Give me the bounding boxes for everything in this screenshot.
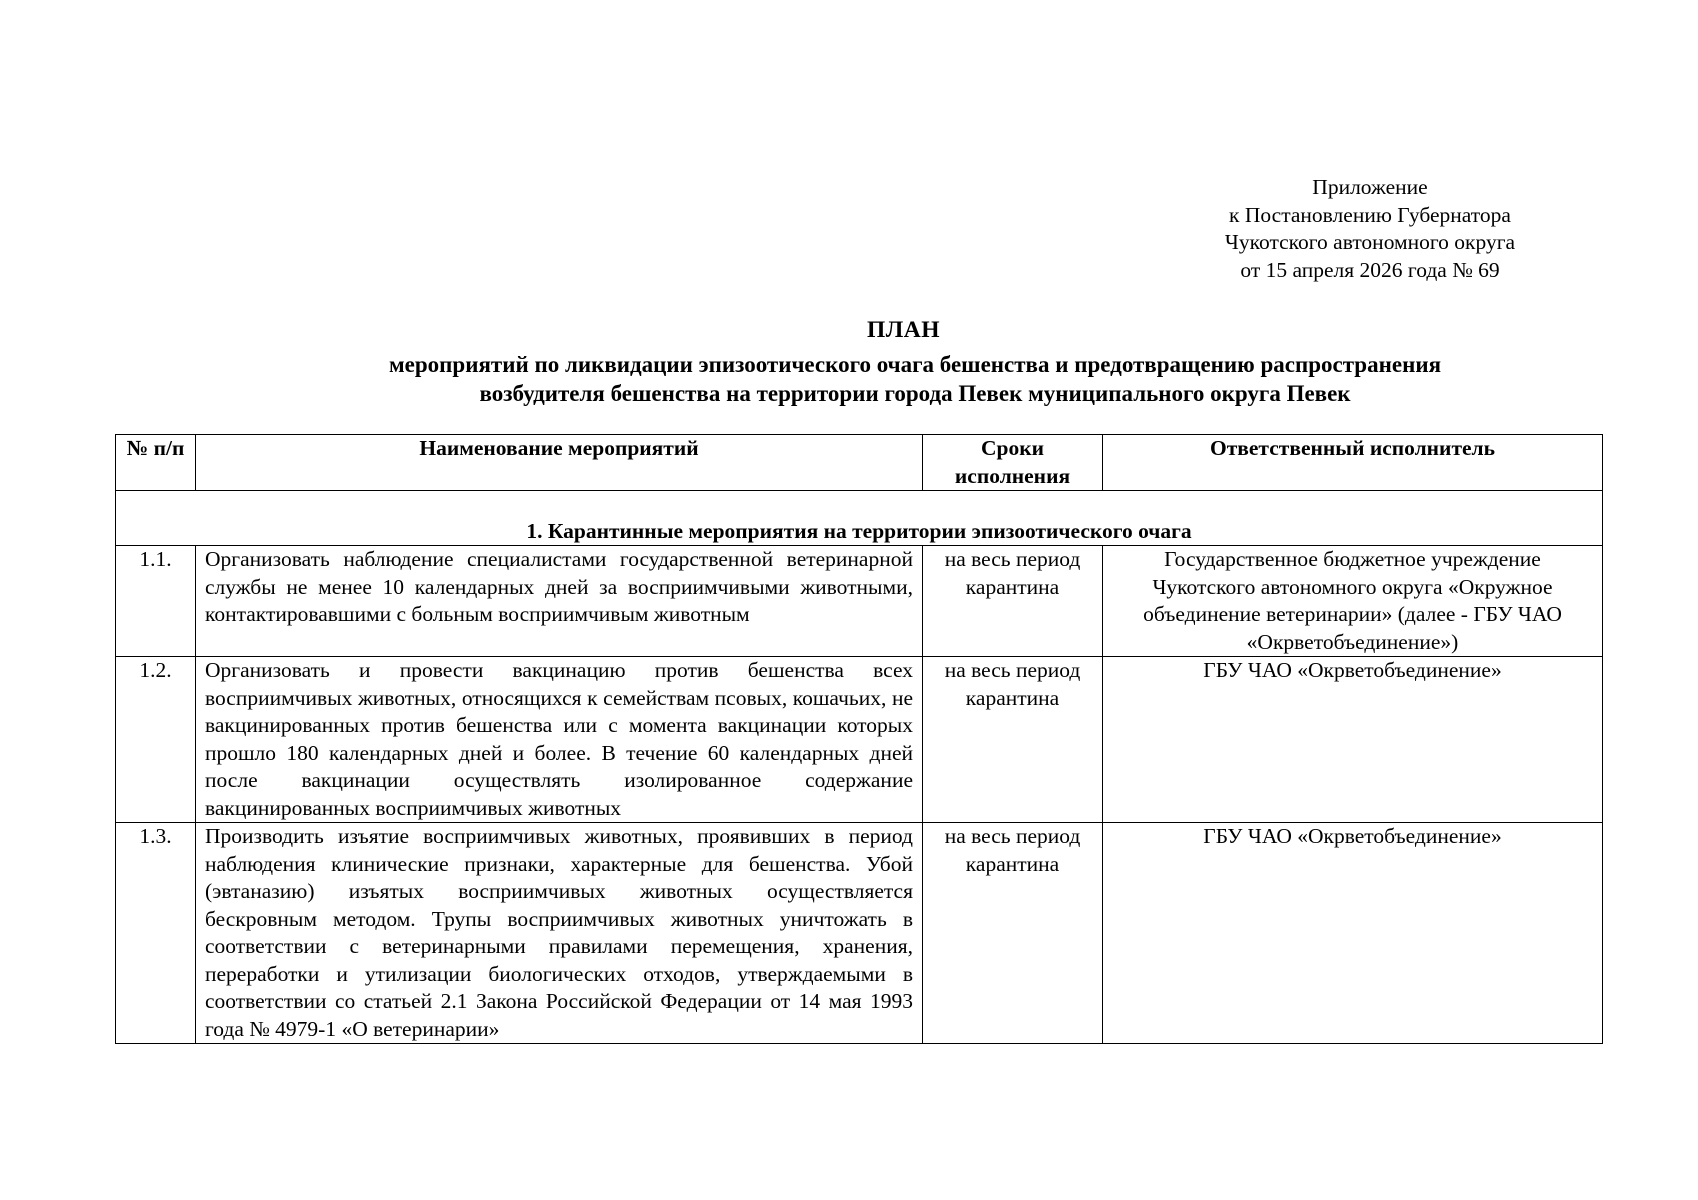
section-row	[116, 491, 1603, 546]
header-responsible: Ответственный исполнитель	[1103, 435, 1603, 491]
row-responsible: ГБУ ЧАО «Окрветобъединение»	[1103, 657, 1603, 823]
document-subtitle	[120, 351, 1698, 408]
header-num: № п/п	[116, 435, 196, 491]
table-row	[116, 823, 1603, 1044]
appendix-line-3: Чукотского автономного округа	[1224, 230, 1516, 254]
row-responsible: Государственное бюджетное учреждение Чукотского автономного округа «Окружное объединение ветеринарии» (далее - ГБУ ЧАО «Окрветобъединение»)	[1103, 546, 1603, 657]
row-activity: Организовать наблюдение специалистами государственной ветеринарной службы не менее 10 календарных дней за восприимчивыми животными, контактировавшими с больным восприимчивым животным	[196, 546, 923, 657]
row-activity: Производить изъятие восприимчивых животных, проявивших в период наблюдения клинические признаки, характерные для бешенства. Убой (эвтаназию) изъятых восприимчивых животных осуществляется бескровным методом. Трупы восприимчивых животных уничтожать в соответствии с ветеринарными правилами перемещения, хранения, переработки и утилизации биологических отходов, утверждаемыми в соответствии со статьей 2.1 Закона Российской Федерации от 14 мая 1993 года № 4979-1 «О ветеринарии»	[196, 823, 923, 1044]
row-activity: Организовать и провести вакцинацию против бешенства всех восприимчивых животных, относящихся к семействам псовых, кошачьих, не вакцинированных против бешенства или с момента вакцинации которых прошло 180 календарных дней и более. В течение 60 календарных дней после вакцинации осуществлять изолированное содержание вакцинированных восприимчивых животных	[196, 657, 923, 823]
row-num: 1.3.	[116, 823, 196, 1044]
header-name: Наименование мероприятий	[196, 435, 923, 491]
subtitle-line-1: мероприятий по ликвидации эпизоотического очага бешенства и предотвращению распространения	[388, 352, 1442, 377]
row-deadline: на весь период карантина	[923, 657, 1103, 823]
appendix-line-1: Приложение	[1312, 175, 1428, 199]
row-num: 1.2.	[116, 657, 196, 823]
row-num: 1.1.	[116, 546, 196, 657]
row-responsible: ГБУ ЧАО «Окрветобъединение»	[1103, 823, 1603, 1044]
header-deadline: Сроки исполнения	[923, 435, 1103, 491]
table-row	[116, 657, 1603, 823]
row-deadline: на весь период карантина	[923, 546, 1103, 657]
table-row	[116, 546, 1603, 657]
table-header-row	[116, 435, 1603, 491]
appendix-block	[1140, 174, 1600, 284]
subtitle-line-2: возбудителя бешенства на территории города Певек муниципального округа Певек	[479, 380, 1351, 406]
document-title: ПЛАН	[866, 317, 941, 343]
section-title: 1. Карантинные мероприятия на территории эпизоотического очага	[116, 491, 1603, 546]
appendix-line-2: к Постановлению Губернатора	[1229, 202, 1511, 227]
row-deadline: на весь период карантина	[923, 823, 1103, 1044]
appendix-line-4: от 15 апреля 2026 года № 69	[1240, 257, 1500, 282]
plan-table	[115, 434, 1603, 1044]
